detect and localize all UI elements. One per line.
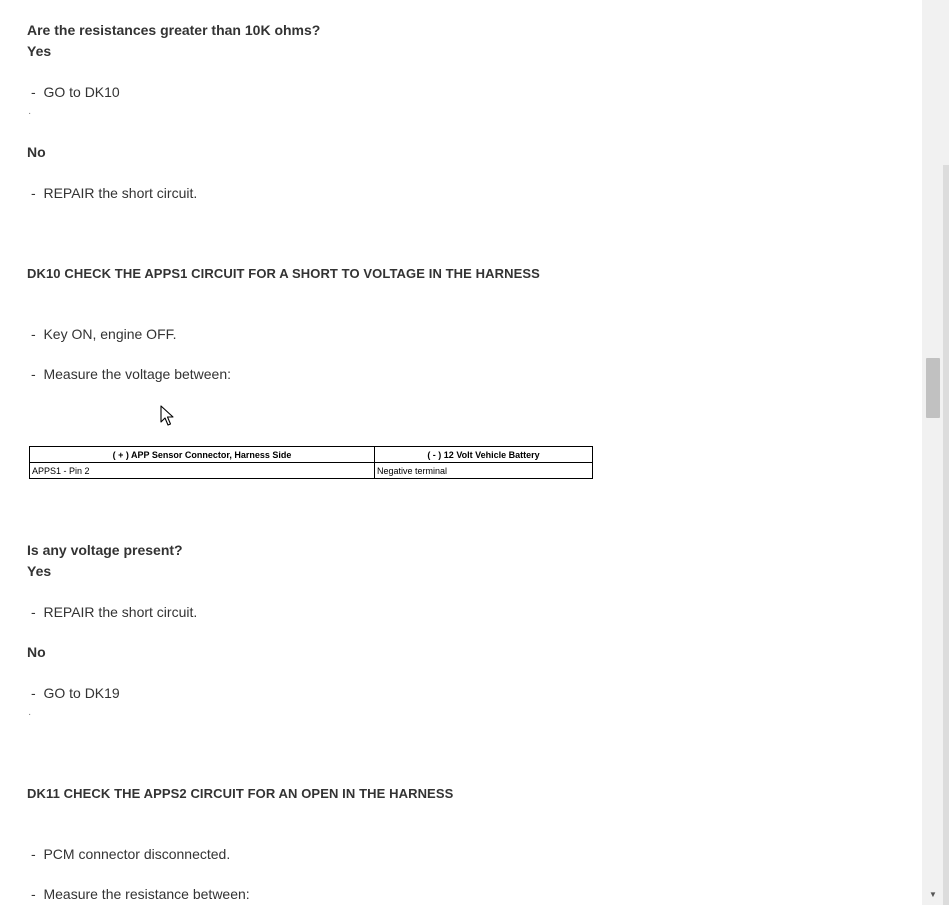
answer-yes-label: Yes (27, 563, 52, 579)
table-header-row (30, 447, 593, 463)
step-text: REPAIR the short circuit. (43, 604, 198, 620)
bullet-dash: - (31, 366, 36, 382)
bullet-dash: - (31, 326, 36, 342)
list-item-measure-voltage (31, 366, 231, 382)
column-header-positive: ( + ) APP Sensor Connector, Harness Side (30, 447, 375, 463)
table-row (30, 463, 593, 479)
list-item-repair (31, 185, 197, 201)
step-text: Key ON, engine OFF. (43, 326, 177, 342)
step-text: Measure the resistance between: (43, 886, 250, 902)
answer-yes-label: Yes (27, 43, 52, 59)
table-cell: Negative terminal (375, 463, 593, 479)
section-heading-dk10: DK10 CHECK THE APPS1 CIRCUIT FOR A SHORT TO VOLTAGE IN THE HARNESS (27, 266, 540, 281)
mouse-pointer-icon (160, 405, 176, 427)
column-header-negative: ( - ) 12 Volt Vehicle Battery (375, 447, 593, 463)
list-item-go-dk19 (31, 685, 120, 701)
bullet-dash: - (31, 604, 36, 620)
list-item-repair (31, 604, 197, 620)
bullet-dash: - (31, 846, 36, 862)
step-text: PCM connector disconnected. (43, 846, 231, 862)
step-text: Measure the voltage between: (43, 366, 232, 382)
table-cell: APPS1 - Pin 2 (30, 463, 375, 479)
answer-no-label: No (27, 144, 46, 160)
measurement-table (29, 446, 593, 479)
question-resistances: Are the resistances greater than 10K ohms? (27, 22, 321, 38)
list-item-pcm-disconnected (31, 846, 230, 862)
vertical-scrollbar[interactable] (922, 0, 949, 905)
bullet-dash: - (31, 886, 36, 902)
list-item-key-on (31, 326, 177, 342)
separator-dot: · (28, 709, 32, 720)
bullet-dash: - (31, 84, 36, 100)
bullet-dash: - (31, 185, 36, 201)
step-text: GO to DK10 (43, 84, 120, 100)
question-voltage-present: Is any voltage present? (27, 542, 183, 558)
scrollbar-track[interactable] (943, 165, 949, 905)
list-item-go-dk10 (31, 84, 120, 100)
step-text: GO to DK19 (43, 685, 120, 701)
scroll-down-arrow-icon[interactable]: ▼ (929, 890, 937, 899)
section-heading-dk11: DK11 CHECK THE APPS2 CIRCUIT FOR AN OPEN IN THE HARNESS (27, 786, 454, 801)
answer-no-label: No (27, 644, 46, 660)
separator-dot: · (28, 108, 32, 119)
list-item-measure-resistance (31, 886, 250, 902)
bullet-dash: - (31, 685, 36, 701)
step-text: REPAIR the short circuit. (43, 185, 198, 201)
scrollbar-thumb[interactable] (926, 358, 940, 418)
